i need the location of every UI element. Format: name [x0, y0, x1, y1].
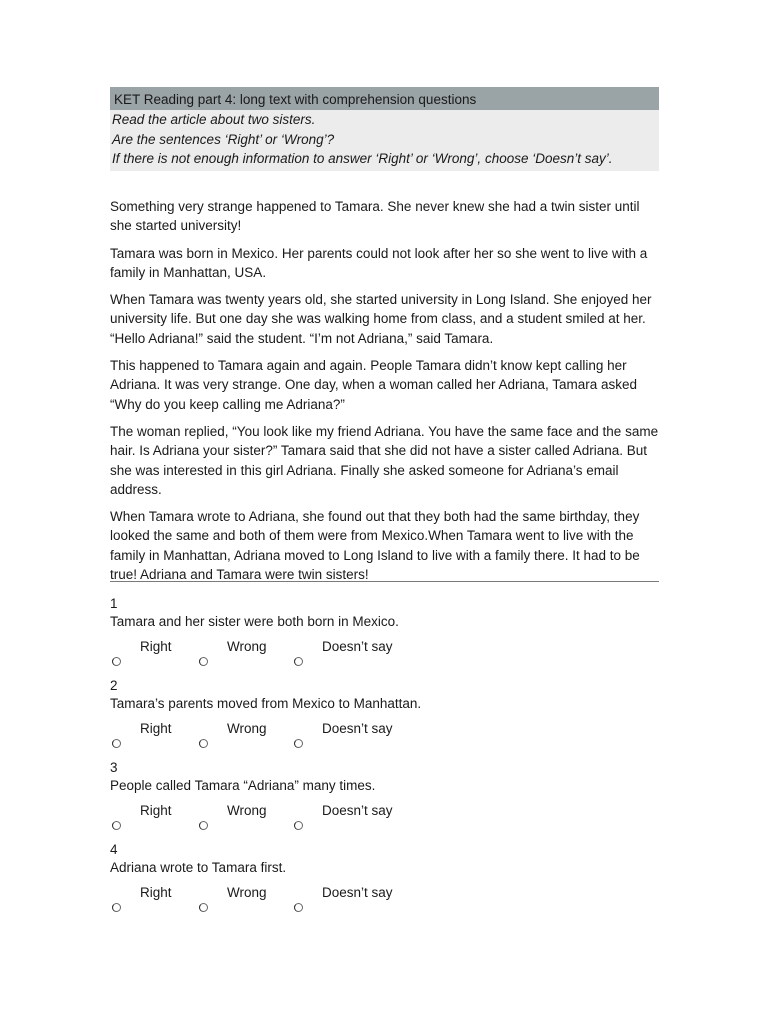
article-paragraph: Tamara was born in Mexico. Her parents could not look after her so she went to live with a family in Manhattan, USA.	[110, 245, 648, 280]
instructions-box	[110, 87, 659, 171]
radio-wrong[interactable]	[199, 739, 208, 748]
question-text: People called Tamara “Adriana” many times.	[110, 778, 376, 793]
option-label-doesnt-say: Doesn’t say	[322, 721, 393, 736]
option-label-right: Right	[140, 721, 172, 736]
option-label-wrong: Wrong	[227, 721, 267, 736]
instructions-text	[110, 110, 659, 171]
question-2	[110, 676, 659, 758]
instruction-line: Are the sentences ‘Right’ or ‘Wrong’?	[112, 131, 335, 147]
question-4	[110, 840, 659, 922]
question-text: Tamara’s parents moved from Mexico to Manhattan.	[110, 696, 422, 711]
radio-wrong[interactable]	[199, 903, 208, 912]
question-text: Tamara and her sister were both born in Mexico.	[110, 614, 399, 629]
question-text: Adriana wrote to Tamara first.	[110, 860, 287, 875]
option-label-right: Right	[140, 885, 172, 900]
option-label-right: Right	[140, 639, 172, 654]
option-label-wrong: Wrong	[227, 639, 267, 654]
instruction-line: Read the article about two sisters.	[112, 112, 316, 127]
article-paragraph: When Tamara was twenty years old, she started university in Long Island. She enjoyed her university life. But one day she was walking home from class, and a student smiled at her. “Hello Adriana!” said the student. “I’m not Adriana,” said Tamara.	[110, 292, 652, 346]
article-paragraph: This happened to Tamara again and again. People Tamara didn’t know kept calling her Adriana. It was very strange. One day, when a woman called her Adriana, Tamara asked “Why do you keep calling me Adriana?”	[110, 358, 638, 412]
question-3	[110, 758, 659, 840]
radio-doesnt-say[interactable]	[294, 657, 303, 666]
option-label-right: Right	[140, 803, 172, 818]
option-label-wrong: Wrong	[227, 885, 267, 900]
section-divider	[110, 581, 659, 582]
question-number: 4	[110, 842, 118, 857]
radio-doesnt-say[interactable]	[294, 739, 303, 748]
instruction-line: If there is not enough information to answer ‘Right’ or ‘Wrong’, choose ‘Doesn’t say’.	[112, 151, 613, 166]
article-paragraph: The woman replied, “You look like my friend Adriana. You have the same face and the same hair. Is Adriana your sister?” Tamara said that she did not have a sister called Adriana. But she was interested in this girl Adriana. Finally she asked someone for Adriana’s email address.	[110, 423, 659, 497]
question-1	[110, 594, 659, 676]
radio-right[interactable]	[112, 657, 121, 666]
option-label-doesnt-say: Doesn’t say	[322, 803, 393, 818]
question-number: 3	[110, 760, 118, 775]
page-title: KET Reading part 4: long text with comprehension questions	[110, 87, 659, 110]
radio-right[interactable]	[112, 739, 121, 748]
radio-wrong[interactable]	[199, 657, 208, 666]
radio-right[interactable]	[112, 821, 121, 830]
question-number: 1	[110, 596, 118, 611]
radio-doesnt-say[interactable]	[294, 821, 303, 830]
option-label-doesnt-say: Doesn’t say	[322, 639, 393, 654]
article-paragraph: Something very strange happened to Tamara. She never knew she had a twin sister until she started university!	[110, 199, 640, 234]
option-label-doesnt-say: Doesn’t say	[322, 885, 393, 900]
radio-doesnt-say[interactable]	[294, 903, 303, 912]
option-label-wrong: Wrong	[227, 803, 267, 818]
question-number: 2	[110, 678, 118, 693]
radio-right[interactable]	[112, 903, 121, 912]
radio-wrong[interactable]	[199, 821, 208, 830]
article-text	[110, 197, 659, 584]
questions-list	[110, 594, 659, 922]
article-paragraph: When Tamara wrote to Adriana, she found out that they both had the same birthday, they looked the same and both of them were from Mexico.When Tamara went to live with the family in Manhattan, Adriana moved to Long Island to live with a family there. It had to be true! Adriana and Tamara were twin sisters!	[110, 509, 640, 583]
